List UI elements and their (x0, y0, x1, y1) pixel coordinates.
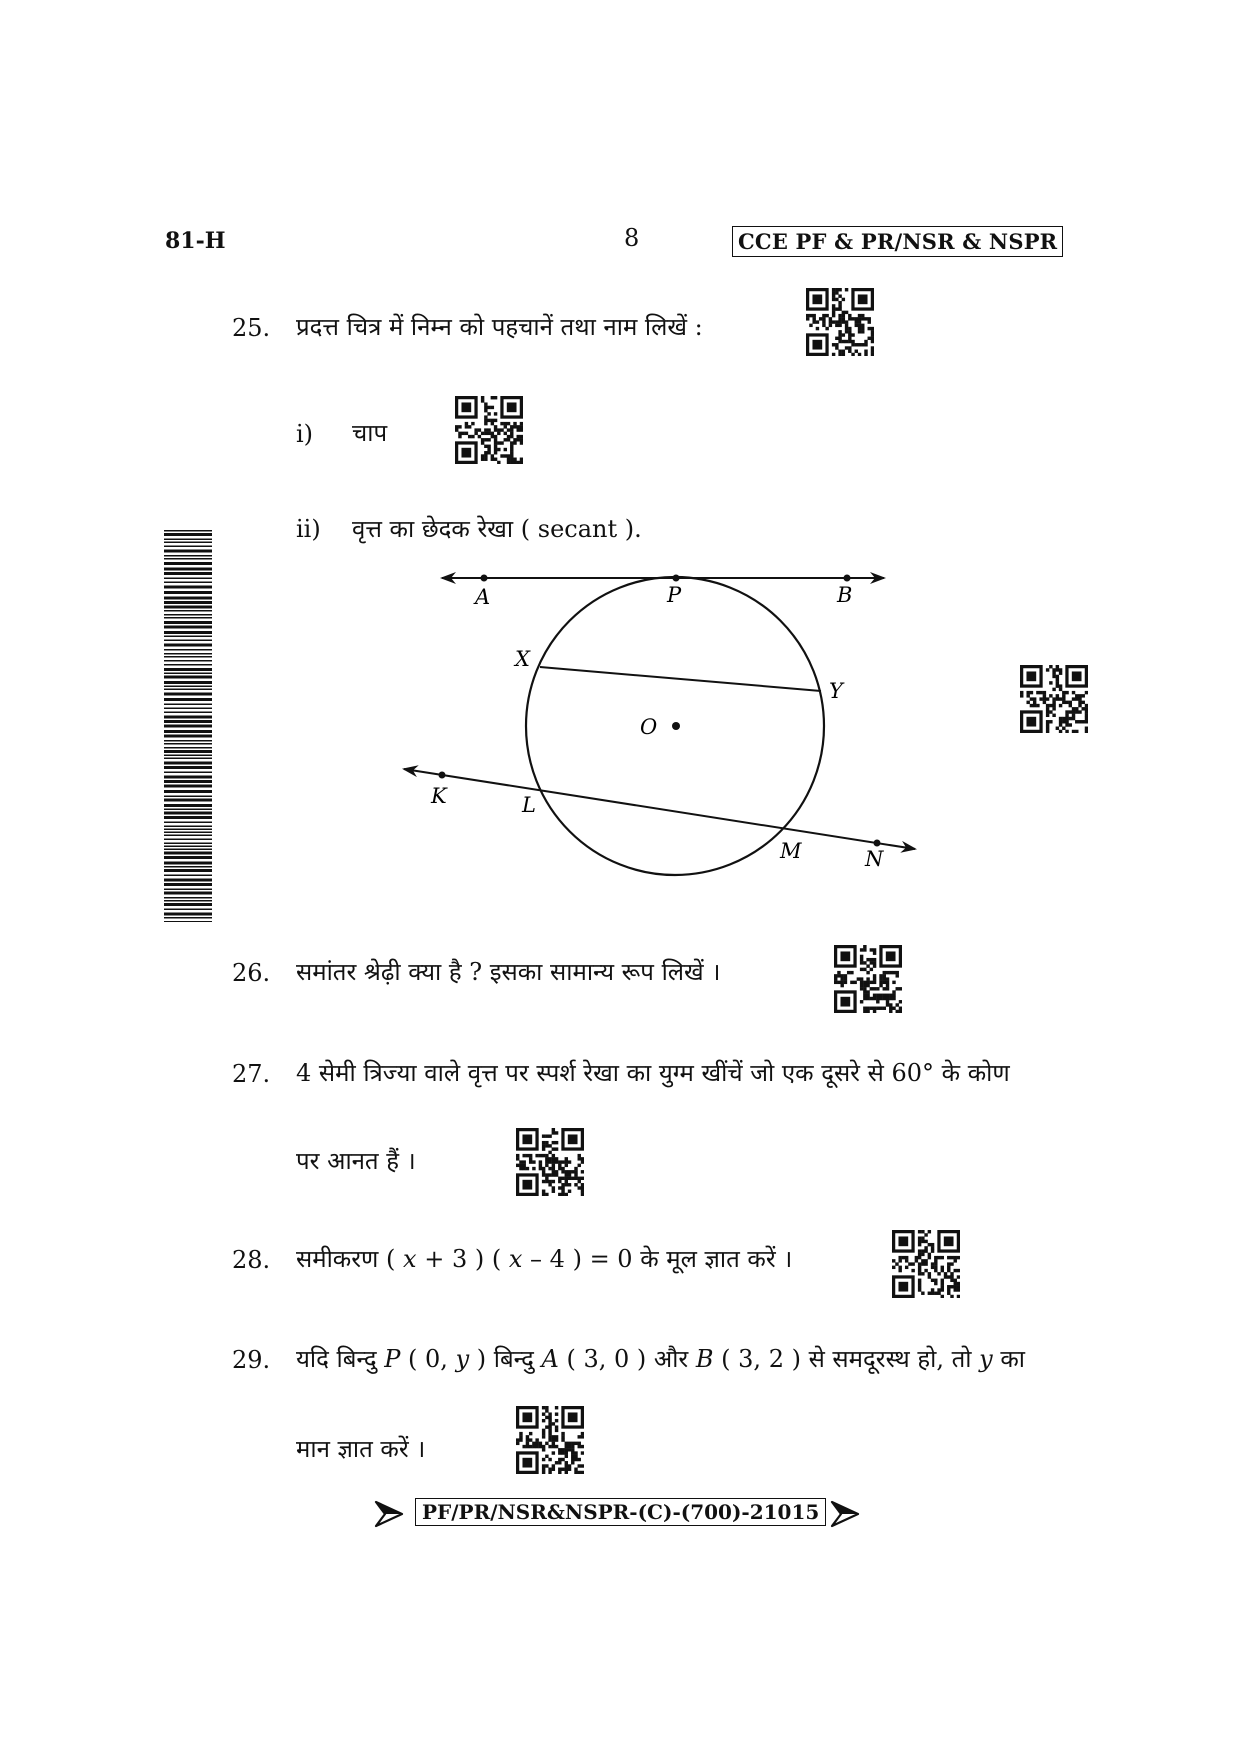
secant-line-kn (404, 769, 915, 849)
part-label-i: i) (296, 420, 314, 448)
question-number-29: 29. (232, 1346, 271, 1374)
question-text-27-line1: 4 सेमी त्रिज्या वाले वृत्त पर स्पर्श रेखा का युग्म खींचें जो एक दूसरे से 60° के कोण (296, 1059, 1010, 1087)
page-number: 8 (624, 224, 640, 252)
question-text-28 (296, 1242, 792, 1275)
point-p (673, 575, 680, 582)
q29-part: ( 3, 0 ) और (566, 1345, 689, 1373)
question-number-25: 25. (232, 314, 271, 342)
label-l: L (522, 793, 536, 817)
qr-code-icon (455, 396, 523, 464)
part-text-ii: वृत्त का छेदक रेखा ( secant ). (352, 515, 642, 543)
q28-part: + 3 ) ( (424, 1245, 502, 1273)
qr-code-icon (516, 1406, 584, 1474)
question-text-25: प्रदत्त चित्र में निम्न को पहचानें तथा नाम लिखें : (296, 313, 703, 341)
var-y: y (455, 1345, 470, 1373)
question-text-29-line1 (296, 1342, 1025, 1375)
question-number-27: 27. (232, 1060, 271, 1088)
qr-code-icon (834, 945, 902, 1013)
point-o (672, 722, 680, 730)
q29-part: यदि बिन्दु (296, 1345, 377, 1373)
label-p: P (667, 583, 682, 607)
qr-code-icon (806, 288, 874, 356)
var-x: x (508, 1245, 523, 1273)
label-n: N (865, 847, 884, 871)
q29-part: ( 0, (408, 1345, 448, 1373)
var-b: B (695, 1345, 714, 1373)
point-n (874, 840, 881, 847)
question-text-29-line2: मान ज्ञात करें । (296, 1435, 426, 1463)
qr-code-icon (1020, 665, 1088, 733)
label-k: K (431, 784, 447, 808)
series-box: CCE PF & PR/NSR & NSPR (732, 226, 1063, 257)
question-number-28: 28. (232, 1246, 271, 1274)
question-text-27-line2: पर आनत हैं । (296, 1147, 416, 1175)
barcode-icon (164, 530, 212, 922)
q28-part: – 4 ) = 0 के मूल ज्ञात करें । (530, 1245, 793, 1273)
qr-code-icon (892, 1230, 960, 1298)
label-y: Y (829, 679, 843, 703)
footer-code: PF/PR/NSR&NSPR-(C)-(700)-21015 (415, 1498, 826, 1526)
point-b (844, 575, 851, 582)
qr-code-icon (516, 1128, 584, 1196)
label-m: M (780, 839, 802, 863)
point-k (439, 772, 446, 779)
chord-xy (540, 667, 821, 691)
arrow-right-icon (374, 1500, 404, 1532)
part-text-i: चाप (352, 419, 388, 447)
q29-part: ) बिन्दु (476, 1345, 534, 1373)
var-p: P (384, 1345, 401, 1373)
question-number-26: 26. (232, 959, 271, 987)
var-x: x (403, 1245, 417, 1273)
question-text-26: समांतर श्रेढ़ी क्या है ? इसका सामान्य रूप लिखें । (296, 958, 721, 986)
part-label-ii: ii) (296, 515, 321, 543)
q29-part: का (1000, 1345, 1026, 1373)
paper-code: 81-H (165, 228, 226, 254)
q28-part: समीकरण ( (296, 1245, 396, 1273)
circle-figure (395, 555, 935, 894)
q29-part: ( 3, 2 ) से समदूरस्थ हो, तो (721, 1345, 972, 1373)
label-o: O (640, 715, 658, 739)
arrow-right-icon (830, 1500, 860, 1532)
label-b: B (837, 583, 853, 607)
point-a (481, 575, 488, 582)
var-y: y (979, 1345, 993, 1373)
label-a: A (475, 585, 491, 609)
var-a: A (541, 1345, 559, 1373)
label-x: X (515, 647, 530, 671)
